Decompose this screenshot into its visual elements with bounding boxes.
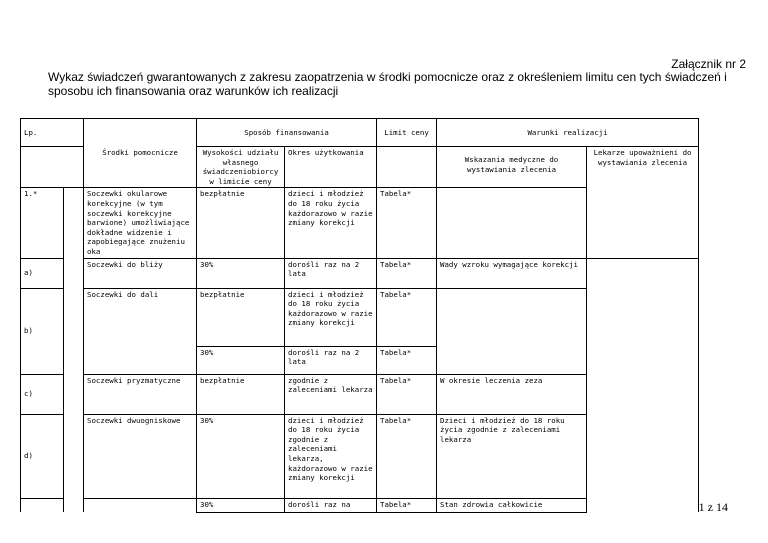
row-share: bezpłatnie: [197, 188, 285, 258]
row-period: dzieci i młodzież do 18 roku życia zgodnie z zaleceniami lekarza, każdorazowo w razie zmiany korekcji: [285, 414, 377, 498]
row-lp: b): [21, 288, 64, 374]
row-share: 30%: [197, 258, 285, 288]
row-share: 30%: [197, 346, 285, 374]
row-period: dorośli raz na 2 lata: [285, 258, 377, 288]
row-limit: Tabela*: [377, 188, 437, 258]
row-lp: c): [21, 374, 64, 414]
header-indications: Wskazania medyczne do wystawiania zlecenia: [437, 147, 587, 188]
header-share: Wysokości udziału własnego świadczeniobiorcy w limicie ceny: [197, 147, 285, 188]
header-lp-blank: [21, 147, 84, 188]
row-limit: Tabela*: [377, 414, 437, 498]
header-financing: Sposób finansowania: [197, 119, 377, 147]
row-lp-blank: [21, 498, 64, 512]
row-share: 30%: [197, 498, 285, 512]
lp-narrow-column: [64, 188, 84, 512]
doctors-blank: [587, 258, 699, 512]
row-indications: [437, 288, 587, 374]
header-conditions: Warunki realizacji: [437, 119, 699, 147]
header-limit-blank: [377, 147, 437, 188]
row-item-blank: [84, 498, 197, 512]
document-title: Wykaz świadczeń gwarantowanych z zakresu zaopatrzenia w środki pomocnicze oraz z określeniem limitu cen tych świadczeń i sposobu ich finansowania oraz warunków ich realizacji: [48, 70, 727, 98]
row-indications: W okresie leczenia zeza: [437, 374, 587, 414]
row-lp: a): [21, 258, 64, 288]
benefits-table: [20, 118, 699, 513]
header-lp: Lp.: [21, 119, 84, 147]
row-period: dorośli raz na 2 lata: [285, 346, 377, 374]
row-share: bezpłatnie: [197, 374, 285, 414]
row-indications: [437, 188, 587, 258]
row-period: dzieci i młodzież do 18 roku życia każdorazowo w razie zmiany korekcji: [285, 188, 377, 258]
header-period: Okres użytkowania: [285, 147, 377, 188]
row-period: dzieci i młodzież do 18 roku życia każdorazowo w razie zmiany korekcji: [285, 288, 377, 346]
row-item: Soczewki dwuogniskowe: [84, 414, 197, 498]
row-limit: Tabela*: [377, 498, 437, 512]
row-indications: Wady wzroku wymagające korekcji: [437, 258, 587, 288]
row-period: dorośli raz na: [285, 498, 377, 512]
row-share: bezpłatnie: [197, 288, 285, 346]
row-indications: Dzieci i młodzież do 18 roku życia zgodnie z zaleceniami lekarza: [437, 414, 587, 498]
attachment-label: Załącznik nr 2: [671, 57, 746, 71]
header-doctors: Lekarze upoważnieni do wystawiania zlecenia: [587, 147, 699, 259]
row-item: Soczewki pryzmatyczne: [84, 374, 197, 414]
row-limit: Tabela*: [377, 288, 437, 346]
row-limit: Tabela*: [377, 346, 437, 374]
row-item: Soczewki do bliży: [84, 258, 197, 288]
row-indications: Stan zdrowia całkowicie: [437, 498, 587, 512]
header-limit: Limit ceny: [377, 119, 437, 147]
row-lp: d): [21, 414, 64, 498]
header-items: Środki pomocnicze: [84, 119, 197, 188]
page-number: 1 z 14: [698, 500, 728, 514]
row-period: zgodnie z zaleceniami lekarza: [285, 374, 377, 414]
row-item: Soczewki okularowe korekcyjne (w tym soczewki korekcyjne barwione) umożliwiające dokładne widzenie i zapobiegające znużeniu oka: [84, 188, 197, 258]
row-limit: Tabela*: [377, 374, 437, 414]
row-share: 30%: [197, 414, 285, 498]
row-item: Soczewki do dali: [84, 288, 197, 374]
row-limit: Tabela*: [377, 258, 437, 288]
row-lp: 1.*: [21, 188, 64, 258]
